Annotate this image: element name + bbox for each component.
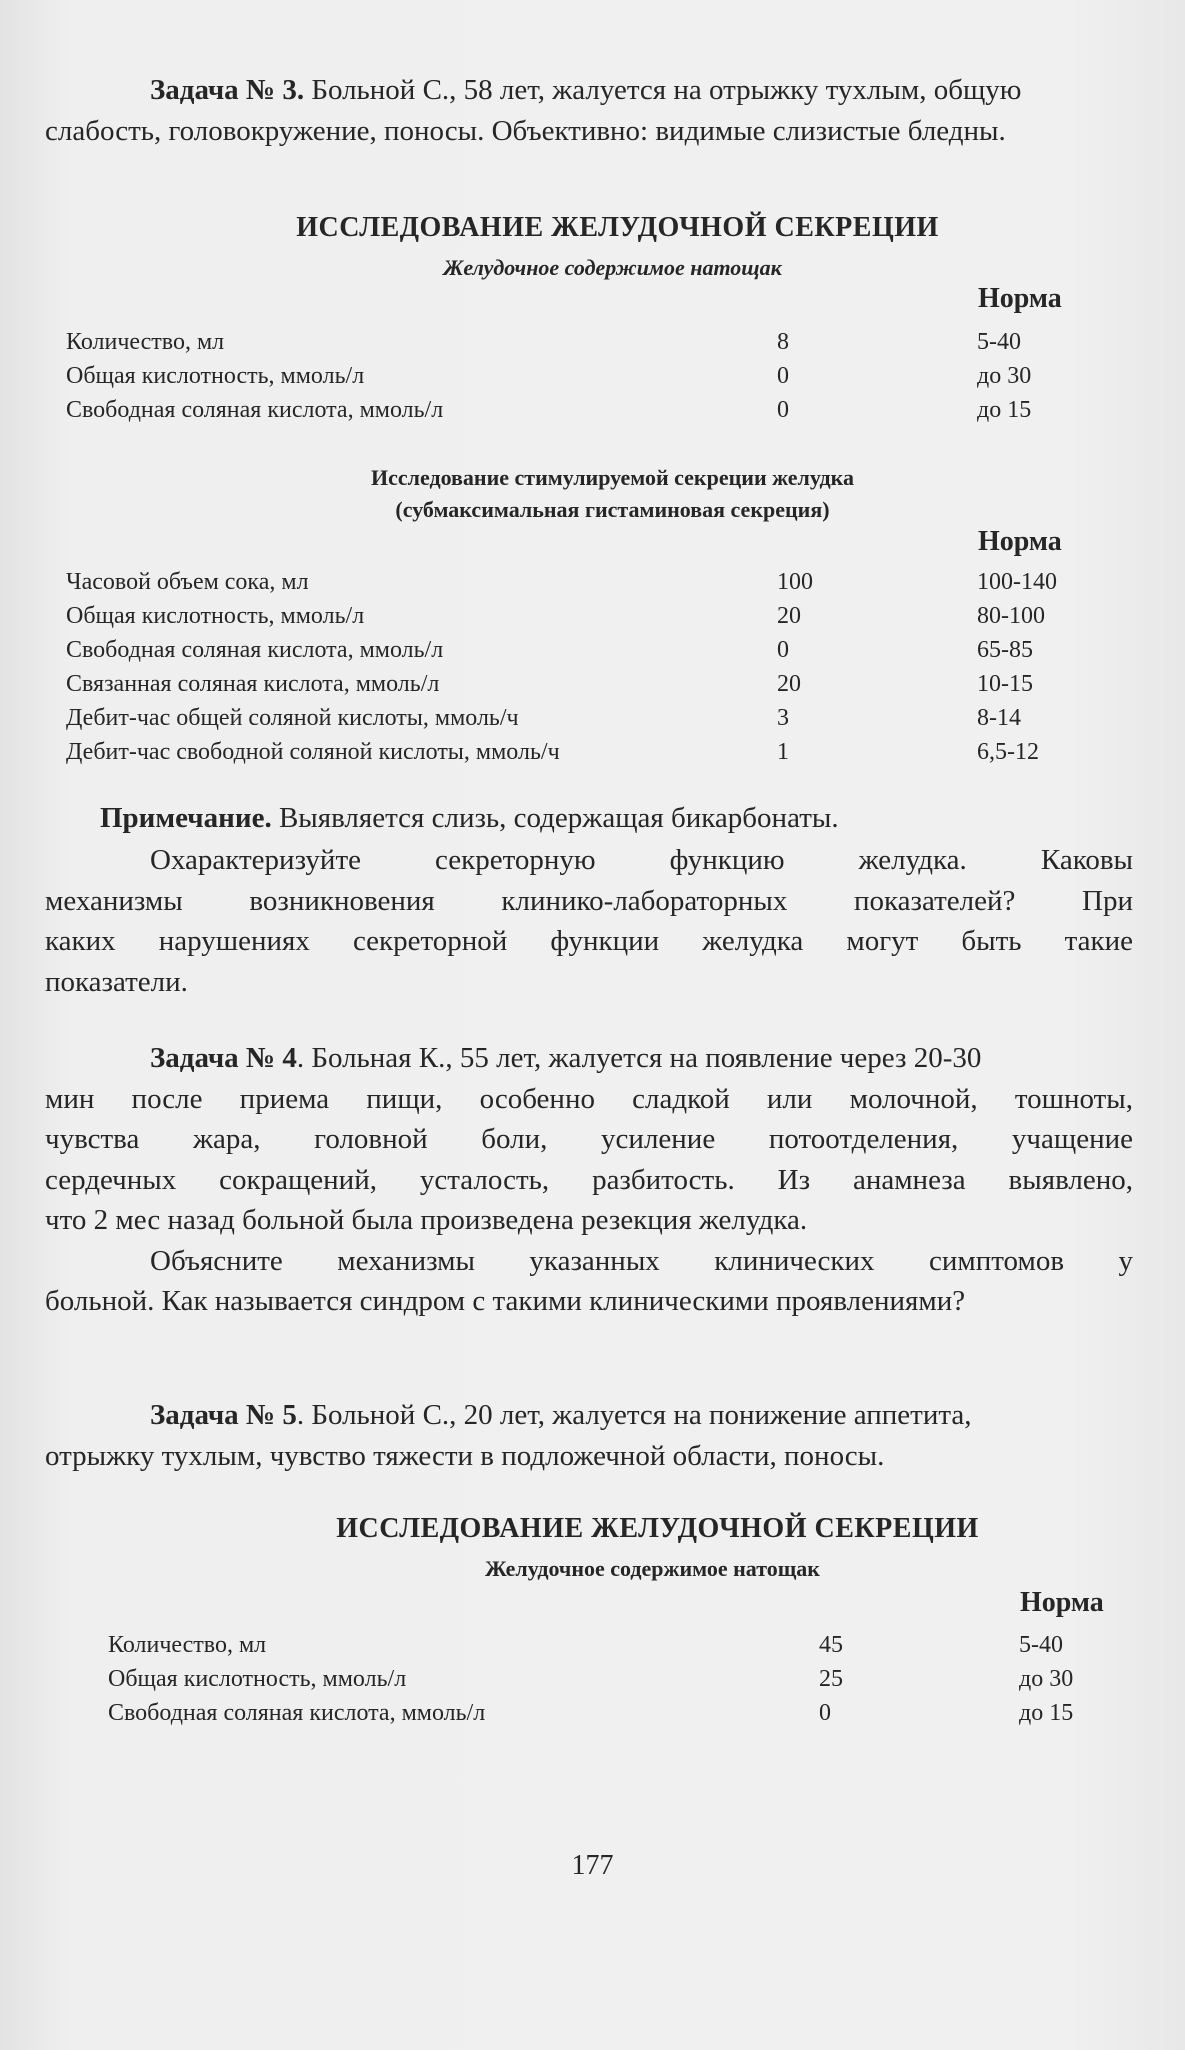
table1-heading: ИССЛЕДОВАНИЕ ЖЕЛУДОЧНОЙ СЕКРЕЦИИ (296, 212, 939, 243)
table3-row-value: 45 (819, 1632, 843, 1658)
task3-question-line2: механизмы возникновения клинико-лабораторных показателей? При (45, 884, 1133, 917)
task3-question-line1: Охарактеризуйте секреторную функцию желудка. Каковы (150, 844, 1133, 876)
task4-line2: мин после приема пищи, особенно сладкой или молочной, тошноты, (45, 1082, 1133, 1115)
table3-row-label: Свободная соляная кислота, ммоль/л (108, 1700, 486, 1726)
table2-row-norm: 10-15 (977, 671, 1033, 697)
table3-row-norm: до 30 (1019, 1666, 1074, 1692)
table3-row-label: Количество, мл (108, 1632, 267, 1658)
table2-row (66, 633, 1126, 667)
note-paragraph (100, 798, 1130, 839)
table1-row-value: 8 (777, 329, 789, 355)
table2-row-value: 1 (777, 739, 789, 765)
table2-row-label: Связанная соляная кислота, ммоль/л (66, 671, 440, 697)
task4-line4: сердечных сокращений, усталость, разбитость. Из анамнеза выявлено, (45, 1163, 1133, 1196)
table2-row (66, 735, 1126, 769)
table2-row-value: 20 (777, 603, 801, 629)
table2-row-label: Часовой объем сока, мл (66, 569, 309, 595)
table3-row-norm: 5-40 (1019, 1632, 1063, 1658)
task4-line1: . Больная К., 55 лет, жалуется на появление через 20-30 (296, 1042, 982, 1074)
table3-norm-header: Норма (1020, 1587, 1104, 1618)
task5-line1: . Больной С., 20 лет, жалуется на понижение аппетита, (296, 1399, 972, 1431)
table1-row-norm: до 30 (977, 363, 1032, 389)
table1-row-norm: 5-40 (977, 329, 1021, 355)
task4-question-line1: Объясните механизмы указанных клинических симптомов у (150, 1244, 1133, 1277)
task5-paragraph (45, 1395, 1133, 1476)
table2-row-value: 0 (777, 637, 789, 663)
task4-question-line2: больной. Как называется синдром с такими клиническими проявлениями? (45, 1285, 966, 1317)
table3-subheading: Желудочное содержимое натощак (485, 1556, 820, 1581)
table2-row (66, 565, 1126, 599)
table2-row (66, 599, 1126, 633)
table3-heading: ИССЛЕДОВАНИЕ ЖЕЛУДОЧНОЙ СЕКРЕЦИИ (336, 1513, 979, 1544)
table2-row-norm: 65-85 (977, 637, 1033, 663)
table2-row-norm: 100-140 (977, 569, 1057, 595)
table2-row-value: 20 (777, 671, 801, 697)
table3-row-value: 0 (819, 1700, 831, 1726)
page-number: 177 (571, 1850, 614, 1881)
table1-norm-header: Норма (978, 283, 1062, 314)
note-text: Выявляется слизь, содержащая бикарбонаты. (278, 802, 839, 834)
table3-row-value: 25 (819, 1666, 843, 1692)
table3-row (108, 1662, 1168, 1696)
table2-norm-header: Норма (978, 526, 1062, 557)
table1-row (66, 393, 1126, 427)
table2-subheading-line2: (субмаксимальная гистаминовая секреция) (395, 497, 830, 522)
table3-row (108, 1628, 1168, 1662)
table2-row-norm: 8-14 (977, 705, 1021, 731)
table2-row-label: Общая кислотность, ммоль/л (66, 603, 365, 629)
table2-row-label: Дебит-час свободной соляной кислоты, ммоль/ч (66, 739, 560, 765)
table2-row (66, 701, 1126, 735)
note-label: Примечание. (100, 802, 272, 834)
task4-title: Задача № 4 (150, 1042, 297, 1074)
table1-row-value: 0 (777, 363, 789, 389)
task3-question (45, 840, 1133, 1002)
table1-row-value: 0 (777, 397, 789, 423)
table1-row-label: Свободная соляная кислота, ммоль/л (66, 397, 444, 423)
task3-line2: слабость, головокружение, поносы. Объективно: видимые слизистые бледны. (45, 114, 1006, 147)
table3-row (108, 1696, 1168, 1730)
table1-row (66, 359, 1126, 393)
task3-title: Задача № 3. (150, 74, 305, 106)
table2-row-norm: 6,5-12 (977, 739, 1039, 765)
table1-row-norm: до 15 (977, 397, 1032, 423)
task3-line1: Больной С., 58 лет, жалуется на отрыжку тухлым, общую (311, 74, 1022, 106)
table1-subheading: Желудочное содержимое натощак (443, 255, 782, 280)
table1-row-label: Количество, мл (66, 329, 225, 355)
task5-title: Задача № 5 (150, 1399, 297, 1431)
table3-row-norm: до 15 (1019, 1700, 1074, 1726)
task3-paragraph (45, 70, 1133, 151)
task4-paragraph (45, 1038, 1133, 1322)
task5-line2: отрыжку тухлым, чувство тяжести в подложечной области, поносы. (45, 1439, 885, 1472)
table2-row-norm: 80-100 (977, 603, 1045, 629)
table1-row-label: Общая кислотность, ммоль/л (66, 363, 365, 389)
task4-line3: чувства жара, головной боли, усиление потоотделения, учащение (45, 1123, 1133, 1155)
table2-row (66, 667, 1126, 701)
task3-question-line3: каких нарушениях секреторной функции желудка могут быть такие (45, 925, 1133, 957)
table2-row-value: 100 (777, 569, 813, 595)
task3-question-line4: показатели. (45, 965, 188, 998)
table2-row-label: Дебит-час общей соляной кислоты, ммоль/ч (66, 705, 519, 731)
table2-row-value: 3 (777, 705, 789, 731)
table3-row-label: Общая кислотность, ммоль/л (108, 1666, 407, 1692)
task4-line5: что 2 мес назад больной была произведена резекция желудка. (45, 1204, 808, 1236)
table2-subheading-line1: Исследование стимулируемой секреции желудка (370, 465, 854, 490)
table1-row (66, 325, 1126, 359)
table2-row-label: Свободная соляная кислота, ммоль/л (66, 637, 444, 663)
